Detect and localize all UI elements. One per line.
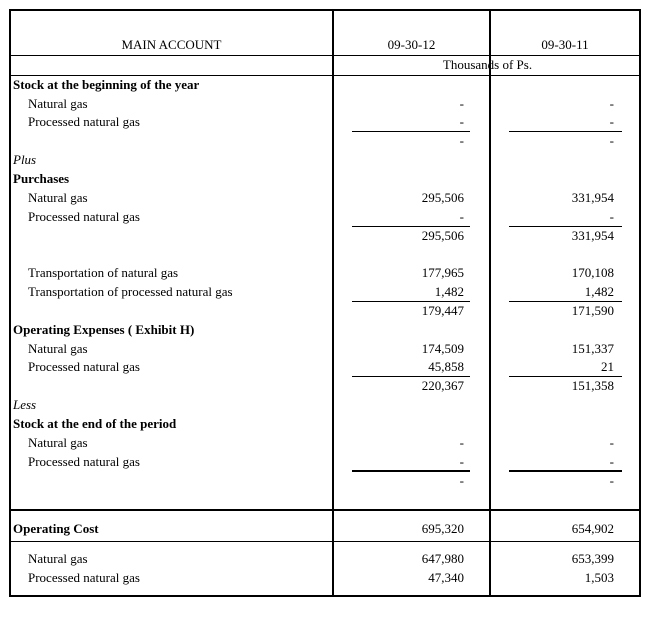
table-row — [0, 434, 650, 452]
value-2012: 177,965 — [421, 265, 464, 280]
section-rule — [9, 541, 641, 542]
value-2012: - — [459, 133, 464, 148]
value-2012: 174,509 — [421, 341, 464, 356]
value-2011: 171,590 — [571, 303, 614, 318]
value-2011: 151,337 — [571, 341, 614, 356]
subtotal-row — [0, 472, 650, 490]
value-2011: 1,503 — [584, 570, 614, 585]
row-label: Natural gas — [28, 96, 88, 111]
row-label: Natural gas — [28, 551, 88, 566]
row-label: Processed natural gas — [28, 454, 140, 469]
subtotal-row — [0, 132, 650, 150]
value-2011: 331,954 — [571, 190, 614, 205]
value-2012: - — [459, 209, 464, 224]
row-label: Transportation of natural gas — [28, 265, 179, 280]
value-2011: - — [609, 454, 614, 469]
table-row — [0, 95, 650, 113]
row-label: Natural gas — [28, 341, 88, 356]
value-2012: 695,320 — [421, 521, 464, 536]
table-row — [0, 264, 650, 282]
value-2012: - — [459, 435, 464, 450]
section-modifier: Less — [13, 397, 37, 412]
value-2012: - — [459, 114, 464, 129]
row-label: Processed natural gas — [28, 570, 140, 585]
value-2011: 170,108 — [571, 265, 614, 280]
value-2011: 1,482 — [584, 284, 614, 299]
header-col-2011: 09-30-11 — [541, 37, 589, 52]
table-row — [0, 358, 650, 376]
header-unit: Thousands of Ps. — [442, 57, 533, 72]
row-label: Processed natural gas — [28, 114, 140, 129]
value-2012: 45,858 — [428, 359, 464, 374]
table-row — [0, 283, 650, 301]
row-label: Natural gas — [28, 190, 88, 205]
value-2012: - — [459, 454, 464, 469]
value-2012: 647,980 — [421, 551, 464, 566]
row-label: Processed natural gas — [28, 359, 140, 374]
section-heading: Stock at the beginning of the year — [13, 77, 200, 92]
value-2012: 1,482 — [434, 284, 464, 299]
value-2012: - — [459, 96, 464, 111]
value-2011: - — [609, 133, 614, 148]
row-label: Natural gas — [28, 435, 88, 450]
table-row — [0, 208, 650, 226]
section-heading: Operating Expenses ( Exhibit H) — [13, 322, 195, 337]
value-2011: - — [609, 209, 614, 224]
value-2011: - — [609, 473, 614, 488]
subtotal-row — [0, 377, 650, 395]
table-row — [0, 453, 650, 471]
table-row — [0, 569, 650, 587]
table-row — [0, 550, 650, 568]
subtotal-row — [0, 227, 650, 245]
header-col-2012: 09-30-12 — [387, 37, 436, 52]
value-2011: 331,954 — [571, 228, 614, 243]
table-row — [0, 170, 650, 188]
row-label: Transportation of processed natural gas — [28, 284, 233, 299]
value-2011: 654,902 — [571, 521, 614, 536]
value-2011: - — [609, 96, 614, 111]
subtotal-row — [0, 302, 650, 320]
value-2011: 21 — [601, 359, 614, 374]
value-2012: 295,506 — [421, 228, 464, 243]
value-2011: 653,399 — [571, 551, 614, 566]
table-row — [0, 189, 650, 207]
table-row — [0, 396, 650, 414]
value-2012: 47,340 — [428, 570, 464, 585]
table-row — [0, 340, 650, 358]
value-2011: - — [609, 435, 614, 450]
table-row — [0, 151, 650, 169]
value-2012: 179,447 — [421, 303, 464, 318]
header-main-account: MAIN ACCOUNT — [121, 37, 222, 52]
table-row — [0, 321, 650, 339]
section-rule — [9, 509, 641, 511]
section-heading: Purchases — [13, 171, 70, 186]
value-2012: - — [459, 473, 464, 488]
table-row — [0, 113, 650, 131]
total-row — [0, 520, 650, 538]
value-2012: 295,506 — [421, 190, 464, 205]
value-2011: - — [609, 114, 614, 129]
total-label: Operating Cost — [13, 521, 99, 536]
value-2011: 151,358 — [571, 378, 614, 393]
section-heading: Stock at the end of the period — [13, 416, 177, 431]
row-label: Processed natural gas — [28, 209, 140, 224]
table-row — [0, 415, 650, 433]
table-row — [0, 76, 650, 94]
section-modifier: Plus — [13, 152, 37, 167]
value-2012: 220,367 — [421, 378, 464, 393]
